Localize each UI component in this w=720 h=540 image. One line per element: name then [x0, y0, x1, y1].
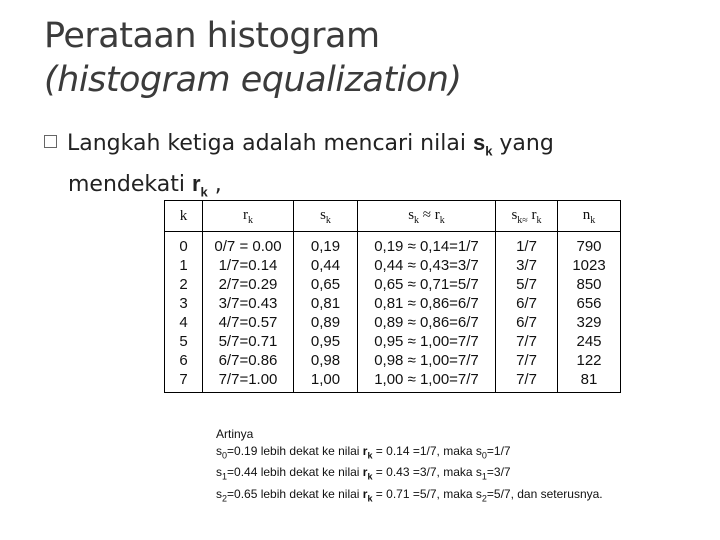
table-cell: 81: [558, 370, 621, 393]
note-line: $s_0=0.19$ lebih dekat ke nilai $r_k = 0.14 =1/7$, maka $s_0=1/7$: [216, 444, 511, 461]
table-cell: 6: [165, 351, 203, 370]
table-row: [165, 313, 621, 332]
table-cell: 0,19 ≈ 0,14=1/7: [358, 232, 496, 257]
header-nk: $n_k$: [558, 201, 621, 232]
header-sk-approx-rk: $s_k \approx r_k$: [358, 201, 496, 232]
table-cell: 1/7: [496, 232, 558, 257]
slide-subtitle: (histogram equalization): [44, 60, 462, 100]
bullet-text: yang: [492, 131, 554, 156]
table-cell: 0,95: [294, 332, 358, 351]
table-cell: 122: [558, 351, 621, 370]
table-cell: 2/7=0.29: [203, 275, 294, 294]
header-sk-approx-rk-2: $s_{k\approx}$ $r_k$: [496, 201, 558, 232]
table-cell: 0,19: [294, 232, 358, 257]
table-row: [165, 370, 621, 393]
table-cell: 6/7: [496, 294, 558, 313]
table-cell: 5/7=0.71: [203, 332, 294, 351]
bullet-text: mendekati: [68, 172, 192, 198]
table-cell: 329: [558, 313, 621, 332]
table-cell: 3/7: [496, 256, 558, 275]
table-cell: 4/7=0.57: [203, 313, 294, 332]
table-cell: 3/7=0.43: [203, 294, 294, 313]
table-cell: 656: [558, 294, 621, 313]
note-line: $s_2=0.65$ lebih dekat ke nilai $r_k = 0.71 =5/7$, maka $s_2=5/7$, dan seterusnya.: [216, 486, 603, 504]
table-cell: 245: [558, 332, 621, 351]
table-row: [165, 232, 621, 257]
table-cell: 0,98 ≈ 1,00=7/7: [358, 351, 496, 370]
table-cell: 5/7: [496, 275, 558, 294]
table-cell: 0,44 ≈ 0,43=3/7: [358, 256, 496, 275]
table-row: [165, 275, 621, 294]
table-cell: 7: [165, 370, 203, 393]
table-cell: 7/7=1.00: [203, 370, 294, 393]
slide-title: Perataan histogram: [44, 16, 380, 56]
header-k: k: [165, 201, 203, 232]
table-cell: 0,65: [294, 275, 358, 294]
table-cell: 0,65 ≈ 0,71=5/7: [358, 275, 496, 294]
table-cell: 0,81: [294, 294, 358, 313]
note-line: $s_1=0.44$ lebih dekat ke nilai $r_k = 0.43 =3/7$, maka $s_1=3/7$: [216, 465, 511, 482]
table-cell: 5: [165, 332, 203, 351]
table-cell: 0,89: [294, 313, 358, 332]
table-row: [165, 256, 621, 275]
bullet-point: Langkah ketiga adalah mencari nilai $s_k$ yang mendekati $r_k$ ,: [44, 126, 694, 209]
note-heading: Artinya: [216, 427, 254, 441]
table-cell: 3: [165, 294, 203, 313]
table-cell: 0,98: [294, 351, 358, 370]
table-header-row: [165, 201, 621, 232]
table-cell: 4: [165, 313, 203, 332]
table-cell: 2: [165, 275, 203, 294]
table-cell: 0: [165, 232, 203, 257]
table-cell: 1,00 ≈ 1,00=7/7: [358, 370, 496, 393]
table-cell: 850: [558, 275, 621, 294]
symbol-rk: $r_k$: [191, 171, 208, 200]
header-rk: $r_k$: [203, 201, 294, 232]
table-cell: 6/7: [496, 313, 558, 332]
table-cell: 1: [165, 256, 203, 275]
header-sk: $s_k$: [294, 201, 358, 232]
bullet-text: Langkah ketiga adalah mencari nilai: [67, 131, 473, 156]
symbol-sk: $s_k$: [472, 130, 493, 159]
table-cell: 0/7 = 0.00: [203, 232, 294, 257]
table-cell: 790: [558, 232, 621, 257]
table-cell: 0,44: [294, 256, 358, 275]
table-row: [165, 332, 621, 351]
table-cell: 1023: [558, 256, 621, 275]
table-cell: 1,00: [294, 370, 358, 393]
table-row: [165, 351, 621, 370]
explanation-note: [216, 426, 603, 507]
table-cell: 0,89 ≈ 0,86=6/7: [358, 313, 496, 332]
equalization-table: [164, 200, 621, 393]
square-bullet-icon: [44, 135, 57, 148]
table-cell: 0,95 ≈ 1,00=7/7: [358, 332, 496, 351]
table-cell: 7/7: [496, 370, 558, 393]
table-cell: 7/7: [496, 351, 558, 370]
table-row: [165, 294, 621, 313]
table-cell: 1/7=0.14: [203, 256, 294, 275]
table-cell: 6/7=0.86: [203, 351, 294, 370]
table-cell: 0,81 ≈ 0,86=6/7: [358, 294, 496, 313]
table-cell: 7/7: [496, 332, 558, 351]
